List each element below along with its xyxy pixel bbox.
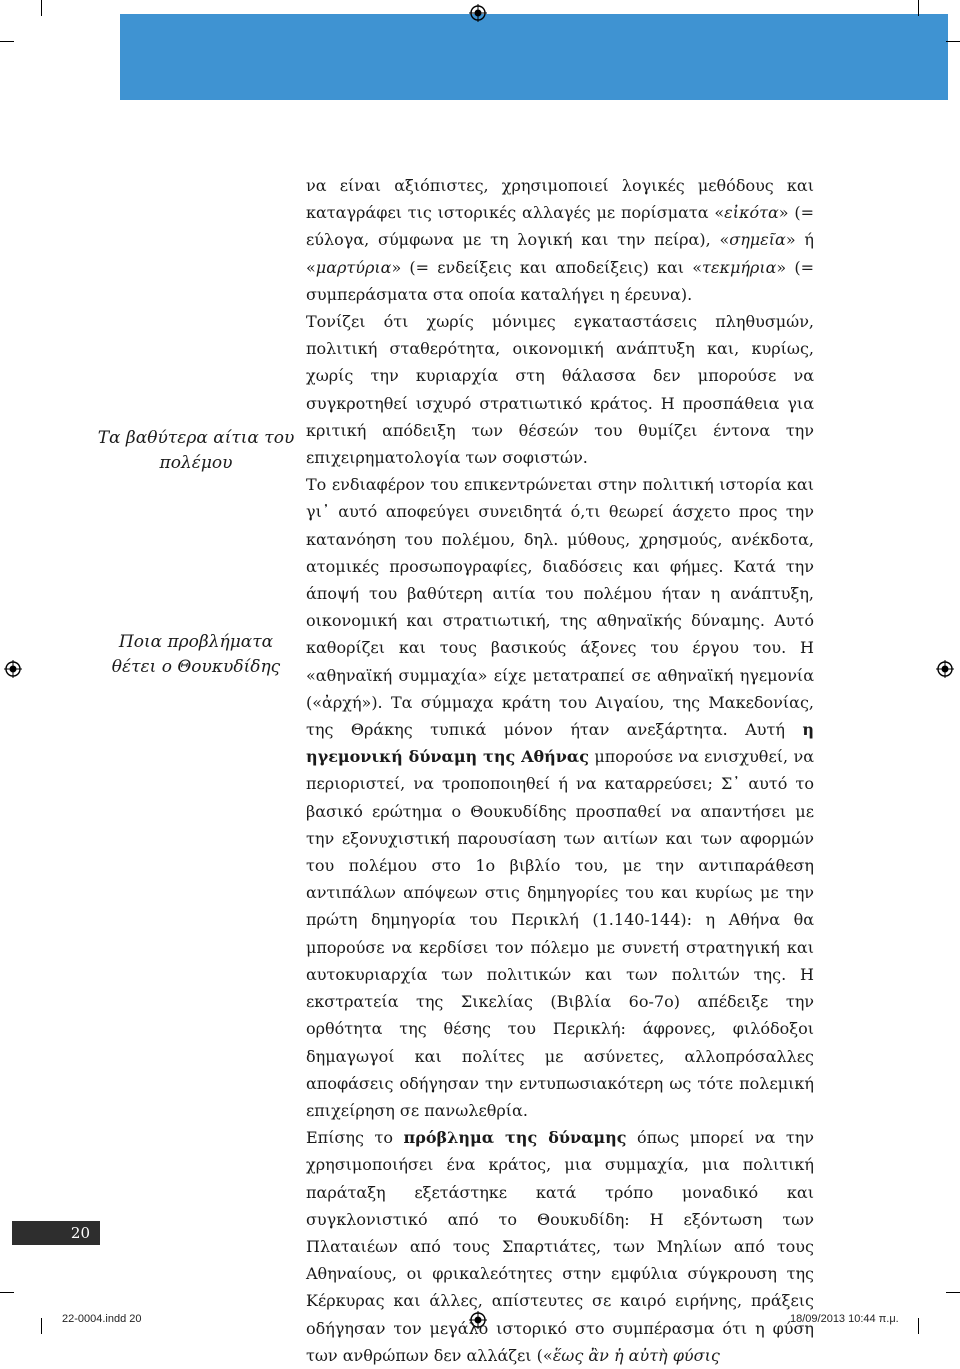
text-run: » ή « [306, 230, 814, 277]
greek-term: τεκμήρια [702, 257, 777, 277]
text-run: μπορούσε να ενισχυθεί, να περιοριστεί, να τροποποιηθεί ή να καταρρεύσει; Σ᾽ αυτό το βασικό ερώτημα ο Θουκυδίδης προσπαθεί να απαντήσει με την εξονυχιστική παρουσίαση των αιτίων και των αφορμών του πολέμου στο 1ο βιβλίο του, με την αντιπαράθεση αντιπάλων απόψεων στις δημηγορίες του και κυρίως με την πρώτη δημηγορία του Περικλή (1.140-144): η Αθήνα θα μπορούσε να κερδίσει τον πόλεμο με συνετή στρατηγική και αυτοκυριαρχία των πολιτικών και των πολιτών της. Η εκστρατεία της Σικελίας (Βιβλία 6ο-7ο) απέδειξε την ορθότητα της θέσης του Περικλή: άφρονες, φιλόδοξοι δημαγωγοί και πολίτες με ασύνετες, αλλοπρόσαλλες αποφάσεις οδήγησαν την εντυπωσιακότερη ως τότε πολεμική επιχείρηση σε πανωλεθρία. [306, 747, 815, 1120]
crop-mark-bottom-left-h [0, 1292, 14, 1293]
header-banner [120, 14, 948, 100]
text-run: Επίσης το [306, 1128, 404, 1148]
crop-mark-top-right [918, 0, 919, 16]
page-number: 20 [12, 1221, 100, 1245]
text-run: Το ενδιαφέρον του επικεντρώνεται στην πολιτική ιστορία και γι᾽ αυτό αποφεύγει συνειδητά ό,τι θεωρεί άσχετο προς την κατανόηση του πολέμου, δηλ. μύθους, χρησμούς, ανέκδοτα, ατομικές προσωπογραφίες, διαδόσεις και φήμες. Κατά την άποψή του βαθύτερη αιτία του πολέμου ήταν η ανάπτυξη, οικονομική και στρατιωτική, της αθηναϊκής δύναμης. Αυτό καθορίζει και τους βασικούς άξονες του έργου του. Η «αθηναϊκή συμμαχία» είχε μετατραπεί σε αθηναϊκή ηγεμονία («ἀρχή»). Τα σύμμαχα κράτη του Αιγαίου, της Μακεδονίας, της Θράκης τυπικά μόνον ήταν ανεξάρτητα. Αυτή [306, 475, 814, 740]
paragraph-2: Τονίζει ότι χωρίς μόνιμες εγκαταστάσεις πληθυσμών, πολιτική σταθερότητα, οικονομική ανάπτυξη και, κυρίως, χωρίς την κυριαρχία στη θάλασσα δεν μπορούσε να συγκροτηθεί ισχυρό στρατιωτικό κράτος. Η προσπάθεια για κριτική απόδειξη των θέσεών του θυμίζει έντονα την επιχειρηματολογία των σοφιστών. [306, 312, 814, 468]
text-run: » (= ενδείξεις και αποδείξεις) και « [391, 257, 703, 277]
greek-quote: ἕως ἂν ἡ αὐτὴ φύσις [552, 1345, 720, 1365]
crop-mark-top-left [41, 0, 42, 16]
crop-mark-bottom-left [41, 1318, 42, 1334]
crop-mark-bottom-right-h [946, 1292, 960, 1293]
slug-filename: 22-0004.indd 20 [62, 1313, 142, 1325]
greek-term: σημεῖα [729, 230, 786, 250]
registration-mark-icon [4, 660, 22, 678]
crop-mark-top-right-h [946, 41, 960, 42]
slug-date: 18/09/2013 10:44 π.μ. [790, 1313, 899, 1325]
crop-mark-bottom-right [918, 1318, 919, 1334]
text-run: » (= συμπεράσματα στα οποία καταλήγει η έρευνα). [306, 257, 815, 304]
side-note-thucydides-problems: Ποια προβλήματα θέτει ο Θουκυδίδης [111, 632, 281, 677]
greek-term: μαρτύρια [315, 257, 392, 277]
text-run: » (= εύλογα, σύμφωνα με τη λογική και την πείρα), « [306, 203, 814, 250]
paragraph-3 [306, 471, 814, 1124]
bold-phrase: η ηγεμονική δύναμη της Αθήνας [306, 720, 814, 767]
main-body-text [306, 172, 814, 1369]
text-run: να είναι αξιόπιστες, χρησιμοποιεί λογικές μεθόδους και καταγράφει τις ιστορικές αλλαγές με πορίσματα « [306, 176, 814, 223]
text-run: όπως μπορεί να την χρησιμοποιήσει ένα κράτος, μια συμμαχία, μια πολιτική παράταξη εξετάστηκε κατά τρόπο μοναδικό και συγκλονιστικό από το Θουκυδίδη: Η εξόντωση των Πλαταιέων από τους Σπαρτιάτες, των Μηλίων από τους Αθηναίους, οι φρικαλεότητες στην εμφύλια σύγκρουση της Κέρκυρας και άλλες, απίστευτες σε καιρό ειρήνης, πράξεις οδήγησαν τον μεγάλο ιστορικό στο συμπέρασμα ότι η φύση των ανθρώπων δεν αλλάζει (« [306, 1128, 814, 1365]
paragraph-4 [306, 1124, 814, 1369]
side-note-deeper-causes: Τα βαθύτερα αίτια του πολέμου [97, 428, 295, 473]
greek-term: εἰκότα [724, 203, 779, 223]
registration-mark-icon [469, 4, 487, 22]
crop-mark-top-left-h [0, 41, 14, 42]
bold-phrase: πρόβλημα της δύναμης [403, 1128, 627, 1148]
paragraph-1 [306, 172, 814, 308]
registration-mark-icon [936, 660, 954, 678]
